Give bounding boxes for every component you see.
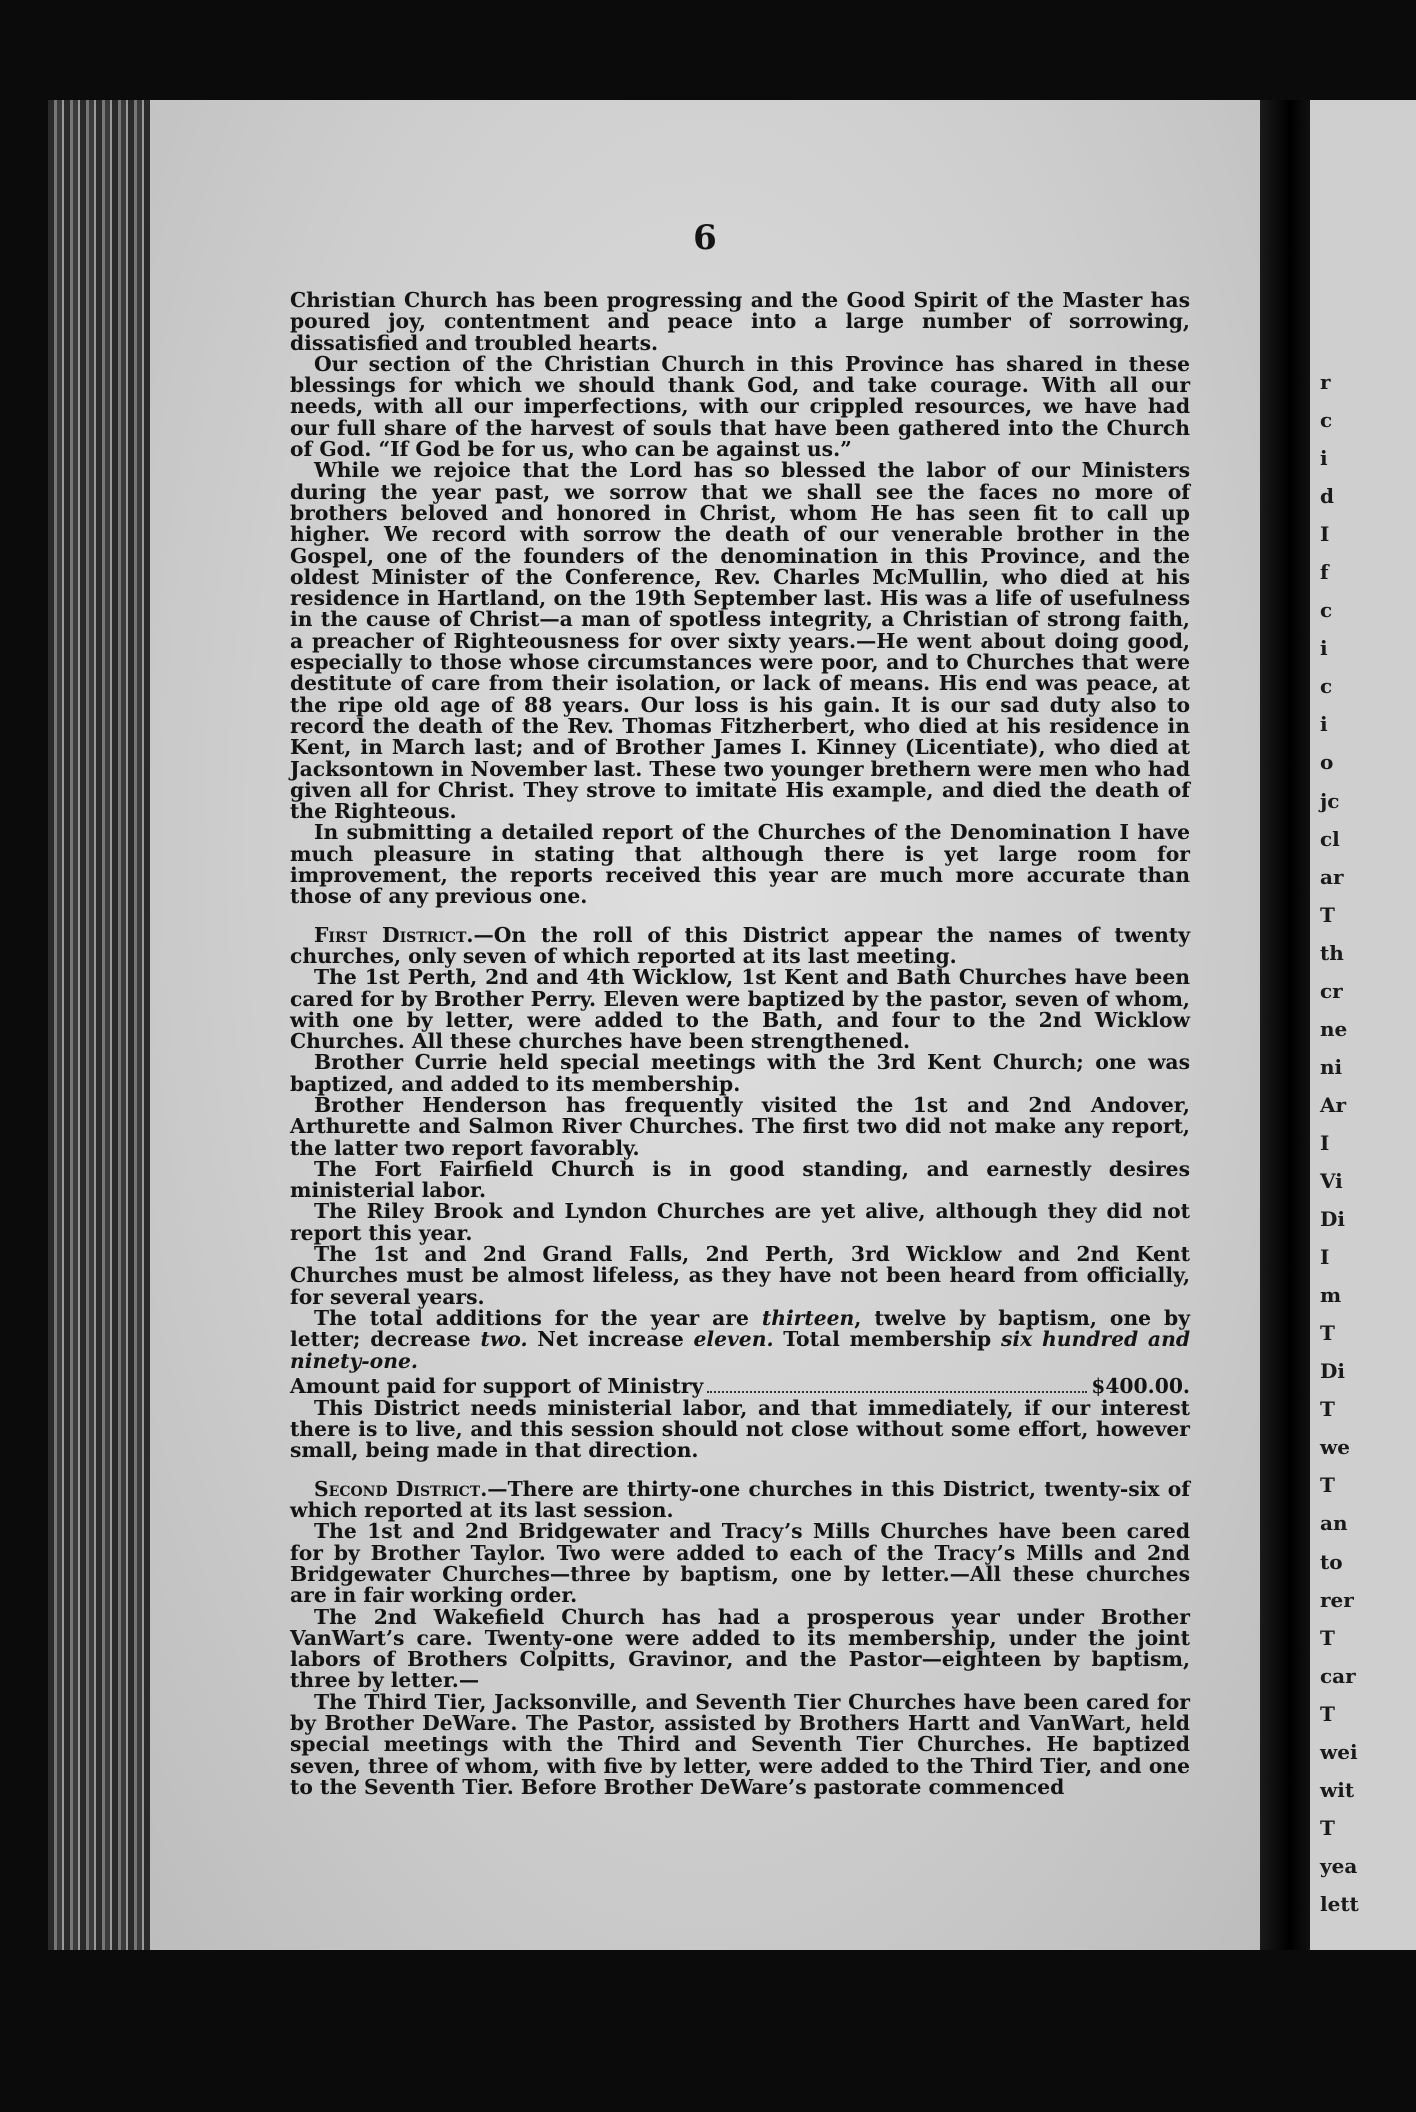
adjacent-text-fragment: T (1320, 1625, 1335, 1650)
adjacent-text-fragment: I (1320, 1245, 1330, 1270)
adjacent-text-fragment: T (1320, 1701, 1335, 1726)
adjacent-text-fragment: I (1320, 522, 1330, 547)
adjacent-text-fragment: we (1320, 1435, 1350, 1460)
paragraph: The Riley Brook and Lyndon Churches are yet alive, although they did not report this year. (290, 1199, 1190, 1245)
adjacent-text-fragment: i (1320, 712, 1328, 737)
adjacent-text-fragment: i (1320, 636, 1328, 661)
adjacent-text-fragment: an (1320, 1511, 1348, 1536)
paragraph: Brother Henderson has frequently visited the 1st and 2nd Andover, Arthurette and Salmon River Churches. The first two did not make any report, the latter two report favorably. (290, 1092, 1190, 1160)
adjacent-text-fragment: cr (1320, 978, 1343, 1003)
totals-membership: six hundred and ninety-one. (290, 1327, 1190, 1373)
adjacent-text-fragment: Ar (1320, 1092, 1347, 1117)
dot-leader (707, 1391, 1087, 1393)
adjacent-text-fragment: T (1320, 1815, 1335, 1840)
adjacent-text-fragment: I (1320, 1130, 1330, 1155)
adjacent-text-fragment: Di (1320, 1207, 1345, 1232)
amount-line (290, 1373, 1190, 1398)
second-district-heading: Second District. (314, 1476, 488, 1501)
adjacent-text-fragment: yea (1320, 1853, 1358, 1878)
adjacent-text-fragment: c (1320, 598, 1333, 623)
totals-text: Net increase (527, 1327, 694, 1352)
adjacent-text-fragment: T (1320, 1397, 1335, 1422)
amount-label: Amount paid for support of Ministry (290, 1373, 704, 1398)
paragraph: This District needs ministerial labor, and that immediately, if our interest there is to live, and this session should not close without some effort, however small, being made in that direction. (290, 1395, 1190, 1463)
paragraph: The 2nd Wakefield Church has had a prosperous year under Brother VanWart’s care. Twenty-one were added to its membership, under the joint labors of Brothers Colpitts, Gravinor, and the Pastor—eighteen by baptism, three by letter.— (290, 1604, 1190, 1693)
paragraph: The 1st and 2nd Grand Falls, 2nd Perth, 3rd Wicklow and 2nd Kent Churches must be almost lifeless, as they have not been heard from officially, for several years. (290, 1242, 1190, 1309)
first-district-heading: First District. (314, 922, 474, 947)
adjacent-text-fragment: d (1320, 484, 1334, 509)
adjacent-text-fragment: wei (1320, 1739, 1358, 1764)
adjacent-text-fragment: ar (1320, 864, 1344, 889)
paragraph: Our section of the Christian Church in this Province has shared in these blessings for which we should thank God, and take courage. With all our needs, with all our imperfections, with our crippled resources, we have had our full share of the harvest of souls that have been gathered into the Church of God. “If God be for us, who can be against us.” (290, 351, 1190, 462)
adjacent-text-fragment: rer (1320, 1587, 1354, 1612)
adjacent-text-fragment: th (1320, 940, 1344, 965)
second-district-intro-text: —There are thirty-one churches in this District, twenty-six of which reported at its last session. (290, 1476, 1190, 1523)
adjacent-text-fragment: cl (1320, 826, 1340, 851)
totals-net-increase: eleven. (693, 1327, 774, 1352)
adjacent-text-fragment: i (1320, 446, 1328, 471)
adjacent-text-fragment: car (1320, 1663, 1356, 1688)
totals-text: The total additions for the year are (314, 1305, 762, 1330)
paragraph: In submitting a detailed report of the Churches of the Denomination I have much pleasure in stating that although there is yet large room for improvement, the reports received this year are much more accurate than those of any previous one. (290, 820, 1190, 909)
totals-additions: thirteen (761, 1305, 855, 1330)
adjacent-text-fragment: r (1320, 370, 1331, 394)
adjacent-text-fragment: to (1320, 1549, 1343, 1574)
totals-paragraph (290, 1305, 1190, 1373)
amount-value: $400.00. (1091, 1373, 1190, 1398)
adjacent-text-fragment: T (1320, 1473, 1335, 1498)
scanned-page (150, 100, 1260, 1950)
totals-decrease: two. (480, 1327, 528, 1352)
adjacent-text-fragment: c (1320, 408, 1333, 433)
adjacent-text-fragment: c (1320, 674, 1333, 699)
adjacent-text-fragment: Di (1320, 1359, 1345, 1384)
paragraph: Brother Currie held special meetings with the 3rd Kent Church; one was baptized, and added to its membership. (290, 1050, 1190, 1096)
adjacent-text-fragment: T (1320, 902, 1335, 927)
adjacent-text-fragment: wit (1320, 1777, 1355, 1802)
adjacent-text-fragment: o (1320, 750, 1334, 775)
totals-text: , twelve by baptism, one by letter; decrease (290, 1305, 1190, 1352)
paragraph: The 1st and 2nd Bridgewater and Tracy’s Mills Churches have been cared for by Brother Taylor. Two were added to each of the Tracy’s Mills and 2nd Bridgewater Churches—three by baptism, one by letter.—All these churches are in fair working order. (290, 1519, 1190, 1608)
adjacent-text-fragment: m (1320, 1283, 1342, 1308)
body-text (290, 290, 1190, 1798)
adjacent-text-fragment: f (1320, 560, 1329, 585)
first-district-intro (290, 922, 1190, 968)
paragraph: The Third Tier, Jacksonville, and Seventh Tier Churches have been cared for by Brother DeWare. The Pastor, assisted by Brothers Hartt and VanWart, held special meetings with the Third and Seventh Tier Churches. He baptized seven, three of whom, with five by letter, were added to the Third Tier, and one to the Seventh Tier. Before Brother DeWare’s pastorate commenced (290, 1689, 1190, 1799)
paragraph: The 1st Perth, 2nd and 4th Wicklow, 1st Kent and Bath Churches have been cared for by Brother Perry. Eleven were baptized by the pastor, seven of whom, with one by letter, were added to the Bath, and four to the 2nd Wicklow Churches. All these churches have been strengthened. (290, 965, 1190, 1054)
adjacent-page-edge (1310, 100, 1416, 1950)
second-district-intro (290, 1476, 1190, 1523)
adjacent-text-fragment: ne (1320, 1016, 1348, 1041)
adjacent-text-fragment: ni (1320, 1054, 1343, 1079)
page-number: 6 (693, 218, 717, 258)
book-spine (48, 100, 158, 1950)
paragraph: While we rejoice that the Lord has so blessed the labor of our Ministers during the year past, we sorrow that we shall see the faces no more of brothers beloved and honored in Christ, whom He has seen fit to call up higher. We record with sorrow the death of our venerable brother in the Gospel, one of the founders of the denomination in this Province, and the oldest Minister of the Conference, Rev. Charles McMullin, who died at his residence in Hartland, on the 19th September last. His was a life of usefulness in the cause of Christ—a man of spotless integrity, a Christian of strong faith, a preacher of Righteousness for over sixty years.—He went about doing good, especially to those whose circumstances were poor, and to Churches that were destitute of care from their isolation, or lack of means. His end was peace, at the ripe old age of 88 years. Our loss is his gain. It is our sad duty also to record the death of the Rev. Thomas Fitzherbert, who died at his residence in Kent, in March last; and of Brother James I. Kinney (Licentiate), who died at Jacksontown in November last. These two younger brethern were men who had given all for Christ. They strove to imitate His example, and died the death of the Righteous. (290, 458, 1190, 824)
page-gutter (1260, 100, 1310, 1950)
adjacent-text-fragment: jc (1320, 788, 1340, 813)
totals-text: Total membership (773, 1327, 1001, 1352)
paragraph: Christian Church has been progressing and the Good Spirit of the Master has poured joy, contentment and peace into a large number of sorrowing, dissatisfied and troubled hearts. (290, 288, 1190, 355)
adjacent-text-fragment: Vi (1320, 1169, 1343, 1194)
first-district-intro-text: —On the roll of this District appear the names of twenty churches, only seven of which reported at its last meeting. (290, 922, 1190, 968)
adjacent-text-fragment: T (1320, 1321, 1335, 1346)
adjacent-text-fragment: lett (1320, 1891, 1359, 1916)
paragraph: The Fort Fairfield Church is in good standing, and earnestly desires ministerial labor. (290, 1156, 1190, 1203)
